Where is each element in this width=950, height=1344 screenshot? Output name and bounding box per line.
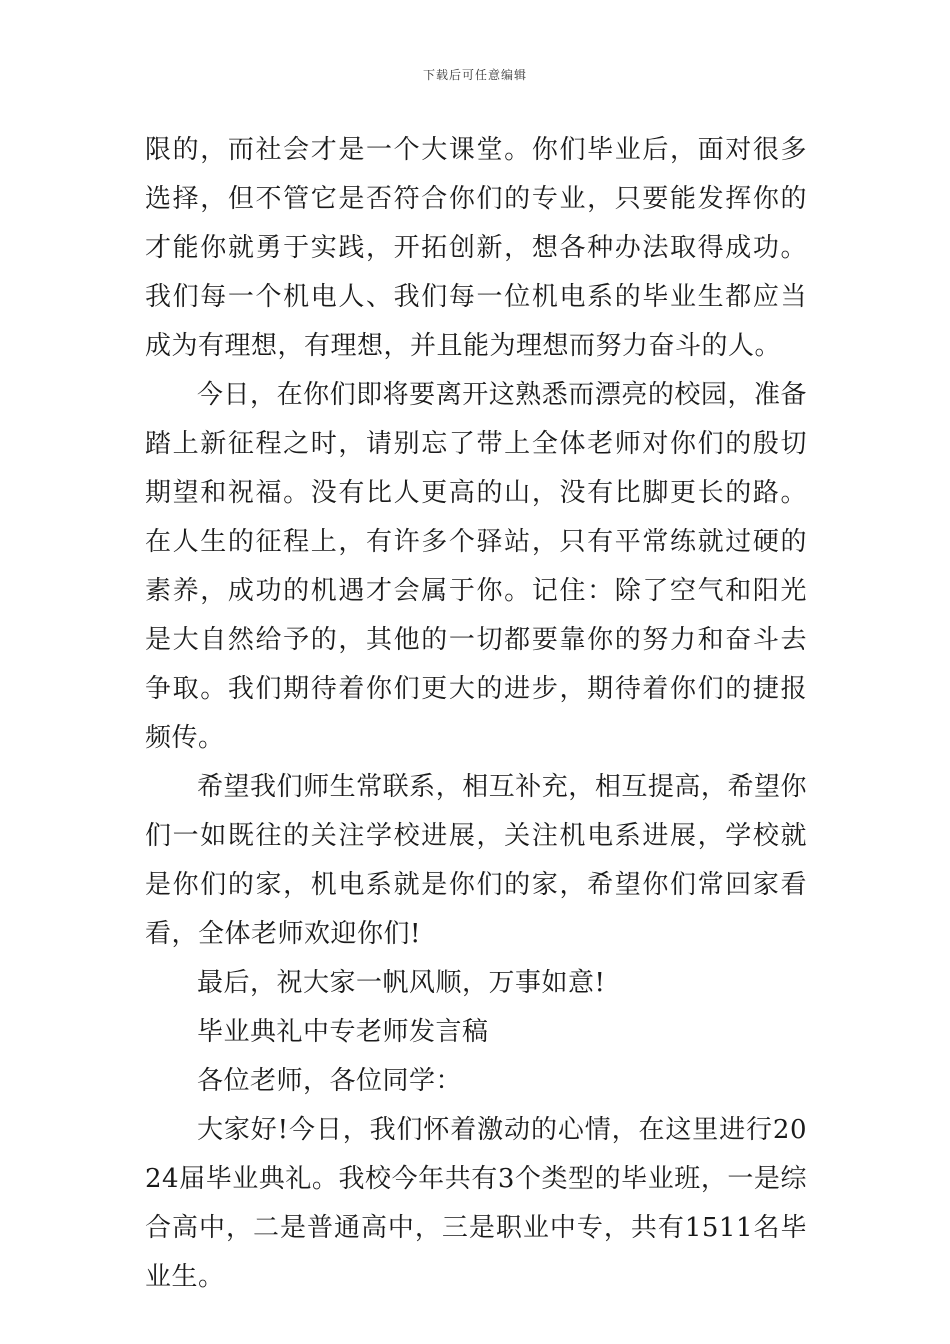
paragraph-5: 大家好!今日，我们怀着激动的心情，在这里进行2024届毕业典礼。我校今年共有3个类型的毕业班，一是综合高中，二是普通高中，三是职业中专，共有1511名毕业生。 (145, 1115, 807, 1292)
paragraph-1: 限的，而社会才是一个大课堂。你们毕业后，面对很多选择，但不管它是否符合你们的专业，只要能发挥你的才能你就勇于实践，开拓创新，想各种办法取得成功。我们每一个机电人、我们每一位机电系的毕业生都应当成为有理想，有理想，并且能为理想而努力奋斗的人。 (145, 135, 807, 361)
document-body (145, 126, 807, 1302)
section-title: 毕业典礼中专老师发言稿 (197, 1017, 489, 1047)
paragraph-4: 最后，祝大家一帆风顺，万事如意! (197, 968, 606, 998)
header-note: 下载后可任意编辑 (422, 68, 527, 82)
salutation: 各位老师，各位同学： (197, 1066, 463, 1096)
paragraph-3: 希望我们师生常联系，相互补充，相互提高，希望你们一如既往的关注学校进展，关注机电系进展，学校就是你们的家，机电系就是你们的家，希望你们常回家看看，全体老师欢迎你们! (145, 772, 807, 949)
paragraph-2: 今日，在你们即将要离开这熟悉而漂亮的校园，准备踏上新征程之时，请别忘了带上全体老师对你们的殷切期望和祝福。没有比人更高的山，没有比脚更长的路。在人生的征程上，有许多个驿站，只有平常练就过硬的素养，成功的机遇才会属于你。记住：除了空气和阳光是大自然给予的，其他的一切都要靠你的努力和奋斗去争取。我们期待着你们更大的进步，期待着你们的捷报频传。 (145, 380, 807, 753)
